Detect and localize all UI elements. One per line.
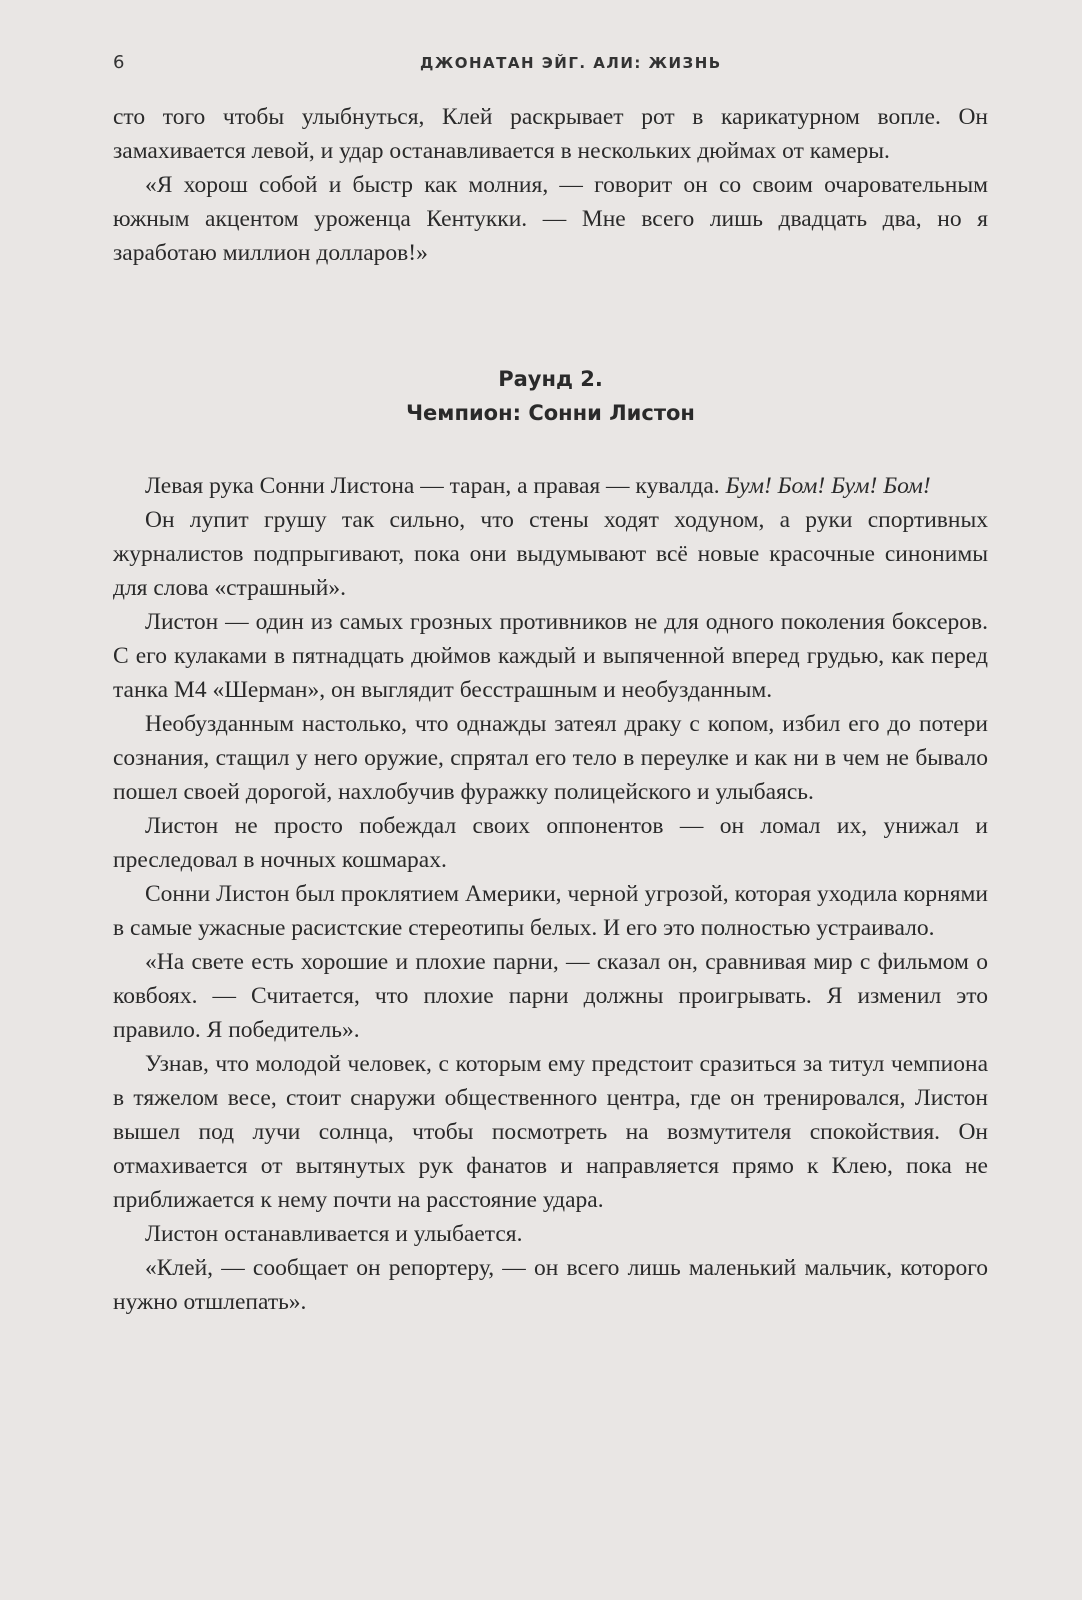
running-head bbox=[113, 52, 988, 80]
paragraph: Листон не просто побеждал своих оппонентов — он ломал их, унижал и преследовал в ночных кошмарах. bbox=[113, 813, 988, 873]
section-heading bbox=[113, 362, 988, 430]
paragraph: Узнав, что молодой человек, с которым ему предстоит сразиться за титул чемпиона в тяжелом весе, стоит снаружи общественного центра, где он тренировался, Листон вышел под лучи солнца, чтобы посмотреть на возмутителя спокойствия. Он отмахивается от вытянутых рук фанатов и направляется прямо к Клею, пока не приближается к нему почти на расстояние удара. bbox=[113, 1051, 988, 1213]
paragraph: Листон — один из самых грозных противников не для одного поколения боксеров. С его кулаками в пятнадцать дюймов каждый и выпяченной вперед грудью, как перед танка М4 «Шерман», он выглядит бесстрашным и необузданным. bbox=[113, 609, 988, 703]
paragraph: сто того чтобы улыбнуться, Клей раскрывает рот в карикатурном вопле. Он замахивается левой, и удар останавливается в нескольких дюймах от камеры. bbox=[113, 104, 988, 164]
paragraph-emphasis: Бум! Бом! Бум! Бом! bbox=[725, 473, 931, 499]
paragraph: Необузданным настолько, что однажды затеял драку с копом, избил его до потери сознания, стащил у него оружие, спрятал его тело в переулке и как ни в чем не бывало пошел своей дорогой, нахлобучив фуражку полицейского и улыбаясь. bbox=[113, 711, 988, 805]
paragraph: Листон останавливается и улыбается. bbox=[145, 1221, 523, 1247]
text-block-top bbox=[113, 100, 988, 270]
paragraph: «Клей, — сообщает он репортеру, — он всего лишь маленький мальчик, которого нужно отшлепать». bbox=[113, 1255, 988, 1315]
text-block-main bbox=[113, 469, 988, 1319]
paragraph: Сонни Листон был проклятием Америки, черной угрозой, которая уходила корнями в самые ужасные расистские стереотипы белых. И его это полностью устраивало. bbox=[113, 881, 988, 941]
paragraph: «Я хорош собой и быстр как молния, — говорит он со своим очаровательным южным акцентом уроженца Кентукки. — Мне всего лишь двадцать два, но я заработаю миллион долларов!» bbox=[113, 172, 988, 266]
paragraph-text: Левая рука Сонни Листона — таран, а правая — кувалда. bbox=[145, 473, 726, 499]
section-title: Чемпион: Сонни Листон bbox=[406, 401, 695, 425]
page-number: 6 bbox=[113, 52, 125, 73]
round-number: Раунд 2. bbox=[498, 367, 603, 391]
paragraph: Он лупит грушу так сильно, что стены ходят ходуном, а руки спортивных журналистов подпрыгивают, пока они выдумывают всё новые красочные синонимы для слова «страшный». bbox=[113, 507, 988, 601]
paragraph-first bbox=[113, 469, 988, 503]
running-title: ДЖОНАТАН ЭЙГ. АЛИ: ЖИЗНЬ bbox=[420, 54, 722, 72]
paragraph: «На свете есть хорошие и плохие парни, — сказал он, сравнивая мир с фильмом о ковбоях. — Считается, что плохие парни должны проигрывать. Я изменил это правило. Я победитель». bbox=[113, 949, 988, 1043]
